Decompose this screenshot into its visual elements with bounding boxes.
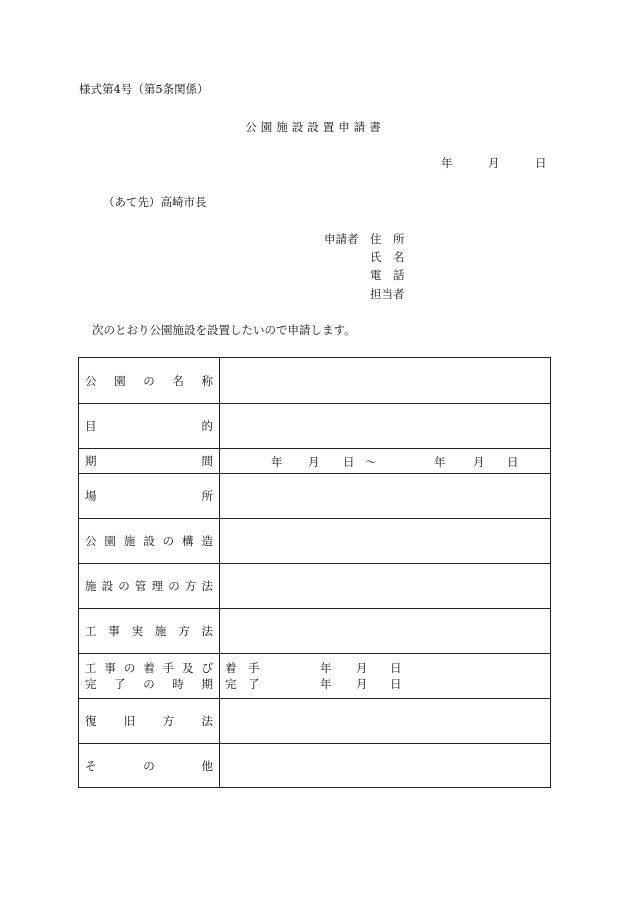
row-label-timing: [85, 660, 213, 692]
period-tilde: ～: [365, 455, 377, 469]
row-label-purpose: 目 的: [85, 418, 213, 433]
applicant-address-label: 住 所: [370, 232, 405, 246]
period-start-day: 日: [343, 455, 355, 469]
row-label-location: 場 所: [85, 488, 213, 503]
timing-start-year: 年: [320, 661, 332, 675]
row-label-period: 期 間: [85, 453, 213, 468]
applicant-name-label: 氏 名: [370, 250, 405, 264]
applicant-phone-label: 電 話: [370, 268, 405, 282]
intro-text: 次のとおり公園施設を設置したいので申請します。: [92, 323, 356, 337]
period-start-month: 月: [308, 455, 320, 469]
timing-end-year: 年: [320, 677, 332, 691]
period-start-year: 年: [271, 455, 283, 469]
timing-end-label: 完 了: [225, 677, 260, 691]
row-label-timing-line2: 完 了 の 時 期: [85, 677, 213, 691]
application-table: [78, 357, 551, 788]
timing-start-label: 着 手: [225, 661, 260, 675]
addressee: （あて先）高崎市長: [103, 195, 207, 209]
row-label-structure: 公 園 施 設 の 構 造: [85, 533, 213, 548]
row-label-other: そ の 他: [85, 758, 213, 773]
applicant-contact-label: 担当者: [370, 287, 405, 301]
column-divider: [219, 358, 220, 787]
row-label-park-name: 公 園 の 名 称: [85, 373, 213, 388]
applicant-label: 申請者: [324, 232, 359, 246]
timing-end-day: 日: [390, 677, 402, 691]
date-month: 月: [488, 156, 500, 170]
row-label-construction-method: 工 事 実 施 方 法: [85, 623, 213, 638]
row-label-management-method: 施 設 の 管 理 の 方 法: [85, 578, 213, 593]
period-end-year: 年: [434, 455, 446, 469]
row-label-restoration: 復 旧 方 法: [85, 713, 213, 728]
period-end-month: 月: [473, 455, 485, 469]
timing-start-month: 月: [356, 661, 368, 675]
row-label-timing-line1: 工 事 の 着 手 及 び: [85, 661, 213, 675]
row-divider: [79, 653, 550, 654]
date-year: 年: [441, 156, 453, 170]
timing-end-month: 月: [356, 677, 368, 691]
date-day: 日: [535, 156, 547, 170]
period-end-day: 日: [507, 455, 519, 469]
timing-start-day: 日: [390, 661, 402, 675]
form-number: 様式第4号（第5条関係）: [79, 82, 209, 96]
document-title: 公園施設設置申請書: [245, 120, 385, 134]
